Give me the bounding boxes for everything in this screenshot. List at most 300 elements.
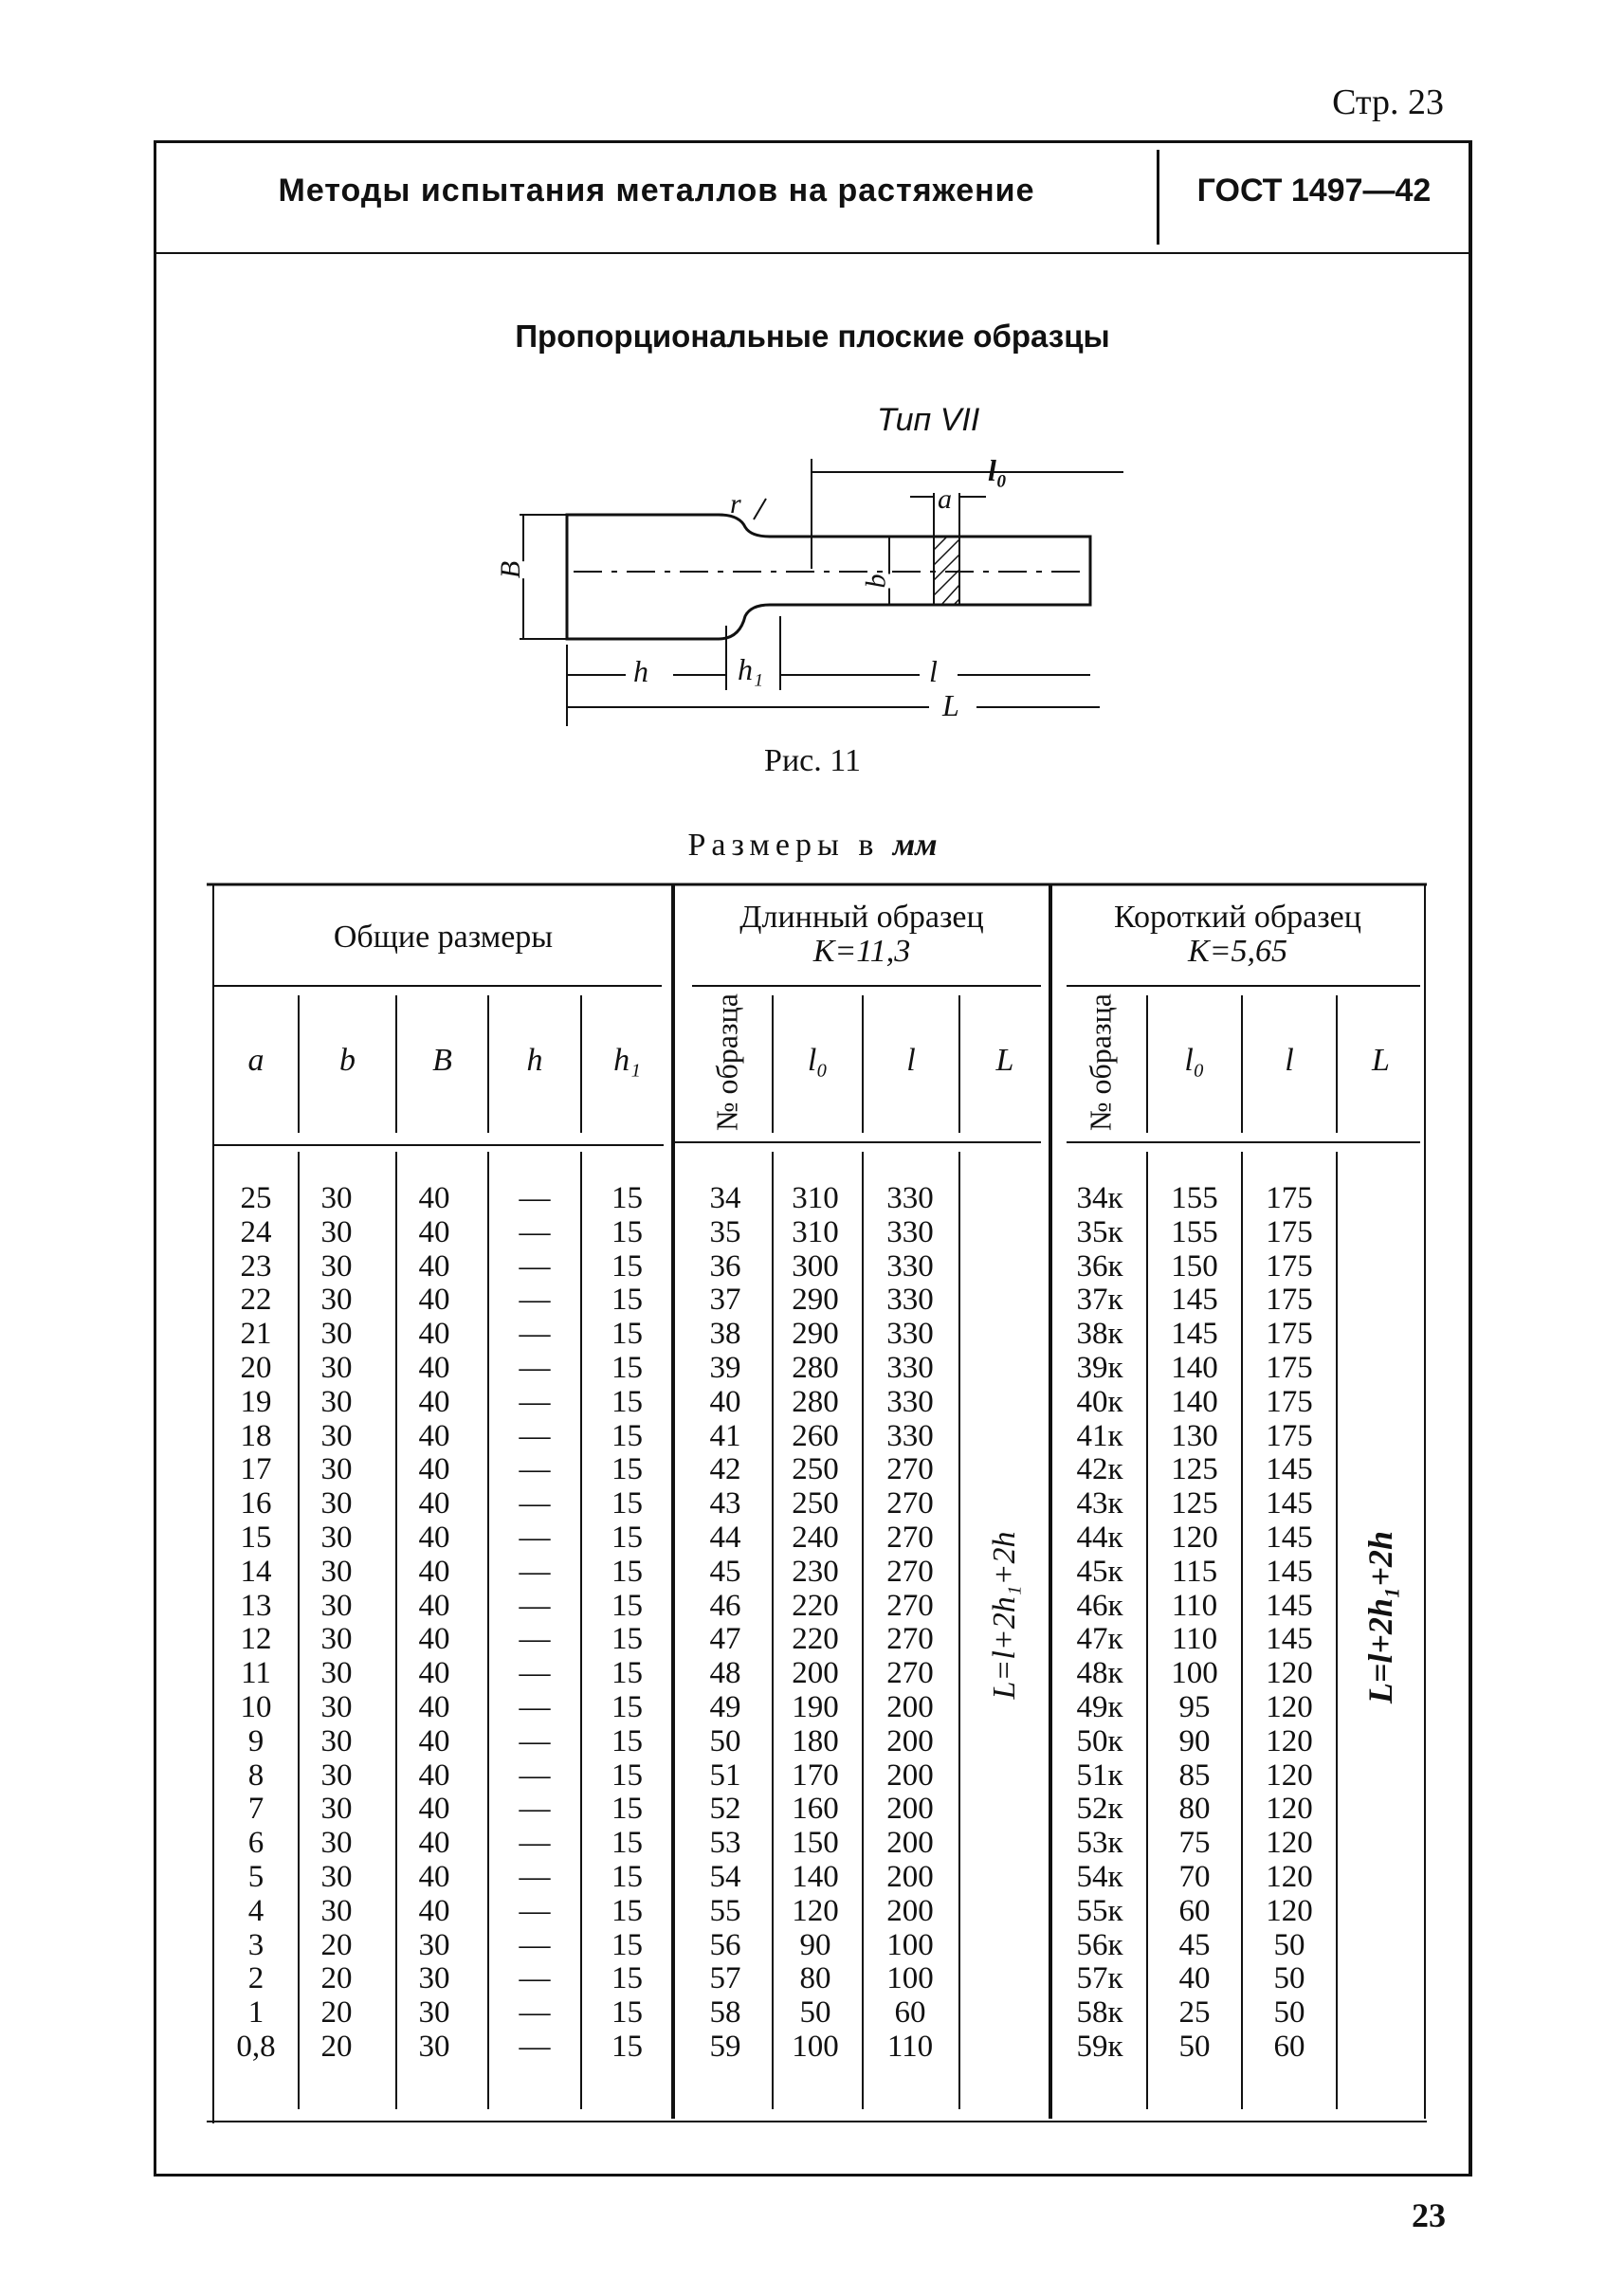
table-cell-short_num: 59к: [1076, 2029, 1123, 2064]
table-cell-short_l: 175: [1266, 1283, 1313, 1318]
table-cell-h1: 15: [611, 1792, 643, 1827]
table-cell-h: —: [519, 2029, 551, 2064]
table-cell-B: 40: [418, 1384, 450, 1419]
table-cell-short_l: 145: [1266, 1520, 1313, 1555]
table-cell-h: —: [519, 1283, 551, 1318]
short-L-formula: L=l+2h₁+2h: [1361, 1530, 1399, 1704]
table-cell-long_num: 44: [709, 1520, 741, 1555]
table-cell-short_num: 40к: [1076, 1384, 1123, 1419]
table-cell-h: —: [519, 1723, 551, 1758]
table-cell-B: 40: [418, 1214, 450, 1249]
table-cell-short_l: 145: [1266, 1452, 1313, 1487]
table-cell-long_num: 38: [709, 1317, 741, 1352]
table-cell-short_l0: 110: [1171, 1588, 1218, 1623]
table-cell-h1: 15: [611, 1961, 643, 1996]
long-specimen-k: К=11,3: [812, 934, 911, 969]
table-cell-long_l0: 290: [792, 1283, 839, 1318]
dimensions-unit: мм: [892, 828, 938, 863]
table-cell-long_l0: 170: [792, 1758, 839, 1793]
table-cell-h: —: [519, 1214, 551, 1249]
table-cell-a: 4: [247, 1893, 265, 1928]
column-short-l-values: [1242, 1182, 1337, 2065]
table-cell-b: 30: [320, 1656, 353, 1691]
table-cell-B: 40: [418, 1689, 450, 1724]
table-cell-b: 30: [320, 1859, 353, 1894]
col-header-long-l0: l₀: [807, 1043, 829, 1078]
table-cell-a: 2: [247, 1961, 265, 1996]
short-specimen-k: К=5,65: [1187, 934, 1288, 969]
table-cell-h: —: [519, 1927, 551, 1962]
table-cell-b: 30: [320, 1588, 353, 1623]
table-cell-short_l0: 110: [1171, 1622, 1218, 1657]
col-header-h: h: [526, 1043, 543, 1078]
table-cell-long_l0: 80: [799, 1961, 831, 1996]
table-cell-a: 8: [247, 1758, 265, 1793]
table-cell-long_l0: 90: [799, 1927, 831, 1962]
table-cell-long_l0: 280: [792, 1350, 839, 1385]
dim-B-label: B: [495, 560, 527, 579]
table-cell-long_l: 200: [886, 1826, 934, 1861]
table-cell-a: 19: [240, 1384, 272, 1419]
table-cell-b: 30: [320, 1723, 353, 1758]
col-header-long-L: L: [995, 1043, 1014, 1078]
table-cell-long_l: 330: [886, 1350, 934, 1385]
table-cell-h1: 15: [611, 1758, 643, 1793]
table-cell-h: —: [519, 1554, 551, 1589]
table-cell-short_l0: 90: [1178, 1723, 1211, 1758]
table-cell-long_l: 200: [886, 1689, 934, 1724]
table-cell-b: 30: [320, 1554, 353, 1589]
table-cell-a: 25: [240, 1181, 272, 1215]
table-cell-B: 40: [418, 1317, 450, 1352]
table-cell-long_l: 330: [886, 1181, 934, 1215]
table-cell-short_num: 37к: [1076, 1283, 1123, 1318]
table-cell-short_l: 50: [1273, 1927, 1305, 1962]
table-cell-short_l: 145: [1266, 1554, 1313, 1589]
standard-number: ГОСТ 1497—42: [1196, 173, 1432, 209]
table-cell-h: —: [519, 1622, 551, 1657]
table-cell-long_l0: 150: [792, 1826, 839, 1861]
table-cell-b: 20: [320, 1961, 353, 1996]
table-cell-h: —: [519, 1452, 551, 1487]
table-cell-h1: 15: [611, 1656, 643, 1691]
table-cell-short_num: 43к: [1076, 1486, 1123, 1521]
table-cell-long_l: 270: [886, 1520, 934, 1555]
table-cell-h: —: [519, 1384, 551, 1419]
table-cell-long_l: 200: [886, 1893, 934, 1928]
table-cell-long_num: 54: [709, 1859, 741, 1894]
table-cell-a: 23: [240, 1248, 272, 1284]
table-cell-short_num: 35к: [1076, 1214, 1123, 1249]
footer-page-number: 23: [1412, 2196, 1446, 2234]
table-cell-short_l0: 60: [1178, 1893, 1211, 1928]
table-cell-long_l: 330: [886, 1418, 934, 1453]
table-cell-short_l0: 155: [1171, 1181, 1218, 1215]
table-cell-short_l0: 145: [1171, 1283, 1218, 1318]
table-cell-long_l0: 250: [792, 1452, 839, 1487]
table-cell-a: 16: [240, 1486, 272, 1521]
table-cell-h1: 15: [611, 1384, 643, 1419]
table-cell-B: 40: [418, 1181, 450, 1215]
table-cell-long_l: 270: [886, 1588, 934, 1623]
table-cell-h: —: [519, 1656, 551, 1691]
table-cell-short_l: 175: [1266, 1248, 1313, 1284]
table-cell-short_l0: 115: [1171, 1554, 1218, 1589]
table-cell-long_l0: 100: [792, 2029, 839, 2064]
table-cell-short_l: 120: [1266, 1826, 1313, 1861]
table-cell-long_l: 270: [886, 1622, 934, 1657]
table-cell-a: 21: [240, 1317, 272, 1352]
table-cell-B: 40: [418, 1520, 450, 1555]
table-cell-long_num: 46: [709, 1588, 741, 1623]
table-cell-h: —: [519, 1893, 551, 1928]
table-cell-long_l: 200: [886, 1758, 934, 1793]
table-cell-h: —: [519, 1181, 551, 1215]
table-cell-short_l0: 95: [1178, 1689, 1211, 1724]
figure-type-label: Тип VII: [877, 402, 980, 438]
table-cell-a: 5: [247, 1859, 265, 1894]
table-cell-B: 40: [418, 1452, 450, 1487]
table-cell-a: 9: [247, 1723, 265, 1758]
dim-L-label: L: [942, 688, 959, 722]
table-cell-short_num: 44к: [1076, 1520, 1123, 1555]
table-cell-B: 40: [418, 1554, 450, 1589]
header-short-specimen: [1050, 901, 1425, 969]
table-cell-h: —: [519, 1418, 551, 1453]
table-cell-short_l: 145: [1266, 1622, 1313, 1657]
table-cell-long_num: 52: [709, 1792, 741, 1827]
table-cell-long_num: 40: [709, 1384, 741, 1419]
table-cell-B: 40: [418, 1622, 450, 1657]
dim-r-label: r: [730, 488, 741, 519]
table-cell-h: —: [519, 1859, 551, 1894]
table-cell-long_num: 57: [709, 1961, 741, 1996]
column-h-values: [488, 1182, 581, 2065]
table-cell-B: 40: [418, 1248, 450, 1284]
table-cell-B: 30: [418, 1995, 450, 2031]
table-cell-h: —: [519, 1588, 551, 1623]
table-cell-long_l: 110: [886, 2029, 934, 2064]
table-cell-short_num: 48к: [1076, 1656, 1123, 1691]
table-cell-b: 30: [320, 1384, 353, 1419]
dim-l-label: l: [929, 654, 938, 688]
table-cell-h: —: [519, 1995, 551, 2031]
table-cell-b: 30: [320, 1181, 353, 1215]
table-cell-long_l0: 250: [792, 1486, 839, 1521]
table-cell-short_num: 52к: [1076, 1792, 1123, 1827]
table-cell-short_num: 54к: [1076, 1859, 1123, 1894]
table-cell-short_num: 34к: [1076, 1181, 1123, 1215]
table-cell-short_l: 120: [1266, 1689, 1313, 1724]
table-cell-B: 40: [418, 1656, 450, 1691]
table-cell-b: 30: [320, 1283, 353, 1318]
table-cell-short_l: 120: [1266, 1723, 1313, 1758]
table-cell-B: 40: [418, 1350, 450, 1385]
table-cell-short_l0: 140: [1171, 1384, 1218, 1419]
table-cell-long_num: 39: [709, 1350, 741, 1385]
table-cell-long_l0: 290: [792, 1317, 839, 1352]
table-cell-short_num: 55к: [1076, 1893, 1123, 1928]
table-cell-short_l0: 45: [1178, 1927, 1211, 1962]
dim-a-label: a: [938, 483, 952, 515]
table-cell-long_l: 270: [886, 1452, 934, 1487]
table-cell-long_num: 35: [709, 1214, 741, 1249]
table-cell-B: 30: [418, 2029, 450, 2064]
table-cell-long_l: 270: [886, 1656, 934, 1691]
table-cell-h1: 15: [611, 1181, 643, 1215]
figure-caption: Рис. 11: [764, 743, 861, 778]
table-cell-long_l0: 200: [792, 1656, 839, 1691]
column-a-values: [216, 1182, 296, 2065]
table-cell-short_l: 50: [1273, 1995, 1305, 2031]
dim-h-label: h: [633, 654, 648, 688]
table-cell-short_num: 42к: [1076, 1452, 1123, 1487]
table-cell-long_num: 34: [709, 1181, 741, 1215]
table-cell-B: 40: [418, 1486, 450, 1521]
table-cell-b: 30: [320, 1350, 353, 1385]
table-cell-a: 7: [247, 1792, 265, 1827]
table-cell-b: 30: [320, 1893, 353, 1928]
table-cell-b: 30: [320, 1317, 353, 1352]
table-cell-short_l: 175: [1266, 1214, 1313, 1249]
page-label: Стр. 23: [1332, 82, 1444, 122]
table-cell-long_num: 43: [709, 1486, 741, 1521]
table-cell-h1: 15: [611, 1927, 643, 1962]
table-cell-h1: 15: [611, 2029, 643, 2064]
table-cell-short_l: 145: [1266, 1486, 1313, 1521]
table-cell-short_l0: 80: [1178, 1792, 1211, 1827]
table-cell-long_l0: 280: [792, 1384, 839, 1419]
table-cell-a: 0,8: [236, 2029, 276, 2064]
column-long-l-values: [863, 1182, 958, 2065]
table-cell-long_num: 51: [709, 1758, 741, 1793]
table-cell-long_l0: 240: [792, 1520, 839, 1555]
table-cell-short_l: 120: [1266, 1792, 1313, 1827]
table-cell-long_l: 200: [886, 1723, 934, 1758]
table-cell-long_l0: 120: [792, 1893, 839, 1928]
table-cell-b: 20: [320, 1995, 353, 2031]
table-cell-long_l0: 180: [792, 1723, 839, 1758]
document-title: Методы испытания металлов на растяжение: [278, 173, 1035, 209]
table-cell-h1: 15: [611, 1893, 643, 1928]
table-cell-a: 13: [240, 1588, 272, 1623]
table-cell-long_num: 50: [709, 1723, 741, 1758]
table-cell-long_num: 55: [709, 1893, 741, 1928]
table-cell-long_num: 48: [709, 1656, 741, 1691]
table-cell-short_num: 39к: [1076, 1350, 1123, 1385]
table-cell-B: 40: [418, 1283, 450, 1318]
table-cell-h1: 15: [611, 1554, 643, 1589]
table-cell-h1: 15: [611, 1689, 643, 1724]
table-cell-long_num: 49: [709, 1689, 741, 1724]
table-cell-h1: 15: [611, 1995, 643, 2031]
table-cell-short_l0: 140: [1171, 1350, 1218, 1385]
table-cell-long_num: 36: [709, 1248, 741, 1284]
table-cell-h: —: [519, 1792, 551, 1827]
table-cell-long_l0: 300: [792, 1248, 839, 1284]
table-cell-h1: 15: [611, 1452, 643, 1487]
table-cell-b: 20: [320, 2029, 353, 2064]
table-cell-a: 15: [240, 1520, 272, 1555]
table-cell-long_num: 45: [709, 1554, 741, 1589]
table-cell-h1: 15: [611, 1350, 643, 1385]
table-cell-long_num: 53: [709, 1826, 741, 1861]
header-long-specimen: [673, 901, 1050, 969]
column-b-values: [299, 1182, 374, 2065]
table-cell-long_l0: 220: [792, 1622, 839, 1657]
header-general-dims: Общие размеры: [333, 920, 554, 955]
table-cell-short_l0: 130: [1171, 1418, 1218, 1453]
table-cell-short_l0: 85: [1178, 1758, 1211, 1793]
table-cell-h: —: [519, 1350, 551, 1385]
table-cell-long_l: 330: [886, 1317, 934, 1352]
table-cell-long_l: 100: [886, 1961, 934, 1996]
table-cell-long_l0: 220: [792, 1588, 839, 1623]
table-cell-short_l0: 70: [1178, 1859, 1211, 1894]
table-cell-short_num: 38к: [1076, 1317, 1123, 1352]
table-cell-short_num: 49к: [1076, 1689, 1123, 1724]
table-cell-b: 30: [320, 1826, 353, 1861]
table-cell-h: —: [519, 1758, 551, 1793]
table-cell-long_l: 60: [894, 1995, 926, 2031]
table-cell-long_l0: 140: [792, 1859, 839, 1894]
table-cell-h1: 15: [611, 1723, 643, 1758]
table-cell-h1: 15: [611, 1520, 643, 1555]
table-cell-h1: 15: [611, 1317, 643, 1352]
column-long-number-values: [692, 1182, 758, 2065]
table-cell-h1: 15: [611, 1418, 643, 1453]
table-cell-short_l0: 155: [1171, 1214, 1218, 1249]
table-cell-short_num: 36к: [1076, 1248, 1123, 1284]
table-cell-long_l0: 190: [792, 1689, 839, 1724]
table-cell-short_l: 145: [1266, 1588, 1313, 1623]
table-cell-a: 6: [247, 1826, 265, 1861]
dim-b-label: b: [860, 574, 892, 589]
table-cell-long_num: 56: [709, 1927, 741, 1962]
table-cell-b: 30: [320, 1520, 353, 1555]
table-cell-short_l: 120: [1266, 1893, 1313, 1928]
table-cell-B: 40: [418, 1588, 450, 1623]
table-cell-short_num: 47к: [1076, 1622, 1123, 1657]
table-cell-b: 30: [320, 1758, 353, 1793]
table-cell-h: —: [519, 1689, 551, 1724]
table-cell-B: 40: [418, 1758, 450, 1793]
table-cell-b: 30: [320, 1452, 353, 1487]
table-cell-short_l0: 100: [1171, 1656, 1218, 1691]
col-header-short-l0: l₀: [1184, 1043, 1205, 1078]
table-cell-long_l: 330: [886, 1283, 934, 1318]
table-cell-B: 40: [418, 1826, 450, 1861]
table-cell-short_l: 175: [1266, 1418, 1313, 1453]
table-cell-b: 30: [320, 1214, 353, 1249]
col-header-b: b: [339, 1043, 356, 1078]
col-header-B: B: [432, 1043, 452, 1078]
table-cell-short_l: 50: [1273, 1961, 1305, 1996]
table-cell-a: 24: [240, 1214, 272, 1249]
table-cell-a: 18: [240, 1418, 272, 1453]
table-cell-short_num: 50к: [1076, 1723, 1123, 1758]
table-cell-b: 30: [320, 1792, 353, 1827]
table-cell-h1: 15: [611, 1588, 643, 1623]
table-cell-long_l0: 310: [792, 1214, 839, 1249]
table-cell-a: 14: [240, 1554, 272, 1589]
table-cell-short_l0: 150: [1171, 1248, 1218, 1284]
table-cell-short_l: 175: [1266, 1181, 1313, 1215]
table-cell-h: —: [519, 1961, 551, 1996]
table-cell-short_l: 60: [1273, 2029, 1305, 2064]
table-cell-B: 40: [418, 1859, 450, 1894]
column-short-number-values: [1057, 1182, 1142, 2065]
table-cell-long_num: 59: [709, 2029, 741, 2064]
table-cell-short_l: 120: [1266, 1859, 1313, 1894]
table-cell-long_l: 200: [886, 1859, 934, 1894]
table-cell-b: 30: [320, 1486, 353, 1521]
table-cell-short_l0: 25: [1178, 1995, 1211, 2031]
table-cell-short_l: 175: [1266, 1350, 1313, 1385]
table-cell-h: —: [519, 1486, 551, 1521]
table-cell-long_l0: 260: [792, 1418, 839, 1453]
table-cell-short_l0: 145: [1171, 1317, 1218, 1352]
table-cell-b: 30: [320, 1622, 353, 1657]
table-cell-short_num: 51к: [1076, 1758, 1123, 1793]
column-B-values: [396, 1182, 472, 2065]
table-cell-long_l: 330: [886, 1214, 934, 1249]
table-cell-long_num: 37: [709, 1283, 741, 1318]
table-cell-B: 40: [418, 1723, 450, 1758]
table-cell-B: 30: [418, 1927, 450, 1962]
table-cell-short_l: 175: [1266, 1317, 1313, 1352]
table-cell-long_l: 330: [886, 1248, 934, 1284]
table-cell-short_num: 58к: [1076, 1995, 1123, 2031]
table-cell-b: 30: [320, 1689, 353, 1724]
table-cell-long_l: 270: [886, 1486, 934, 1521]
table-cell-h1: 15: [611, 1214, 643, 1249]
dim-l0-label: l₀: [988, 453, 1008, 487]
dim-h1-label: h₁: [738, 652, 764, 686]
col-header-short-L: L: [1372, 1043, 1390, 1078]
table-cell-h1: 15: [611, 1859, 643, 1894]
table-cell-a: 20: [240, 1350, 272, 1385]
table-cell-a: 1: [247, 1995, 265, 2031]
table-cell-short_num: 56к: [1076, 1927, 1123, 1962]
table-cell-B: 40: [418, 1792, 450, 1827]
table-cell-h1: 15: [611, 1622, 643, 1657]
table-cell-a: 17: [240, 1452, 272, 1487]
table-cell-h: —: [519, 1826, 551, 1861]
table-cell-short_num: 53к: [1076, 1826, 1123, 1861]
table-cell-short_l0: 125: [1171, 1486, 1218, 1521]
table-cell-short_l0: 40: [1178, 1961, 1211, 1996]
table-cell-long_l: 200: [886, 1792, 934, 1827]
col-header-h1: h₁: [613, 1043, 641, 1078]
table-cell-a: 11: [241, 1656, 271, 1691]
dimensions-note: Размеры в мм: [687, 828, 938, 863]
table-cell-long_l: 330: [886, 1384, 934, 1419]
table-cell-short_l0: 120: [1171, 1520, 1218, 1555]
table-cell-long_l0: 310: [792, 1181, 839, 1215]
table-cell-short_num: 41к: [1076, 1418, 1123, 1453]
table-cell-a: 22: [240, 1283, 272, 1318]
table-cell-b: 30: [320, 1418, 353, 1453]
column-long-l0-values: [773, 1182, 858, 2065]
col-header-a: a: [247, 1043, 265, 1078]
table-cell-h: —: [519, 1317, 551, 1352]
table-cell-a: 10: [240, 1689, 272, 1724]
table-cell-b: 30: [320, 1248, 353, 1284]
table-cell-long_num: 41: [709, 1418, 741, 1453]
table-cell-short_l: 120: [1266, 1656, 1313, 1691]
short-specimen-title: Короткий образец: [1114, 900, 1361, 935]
